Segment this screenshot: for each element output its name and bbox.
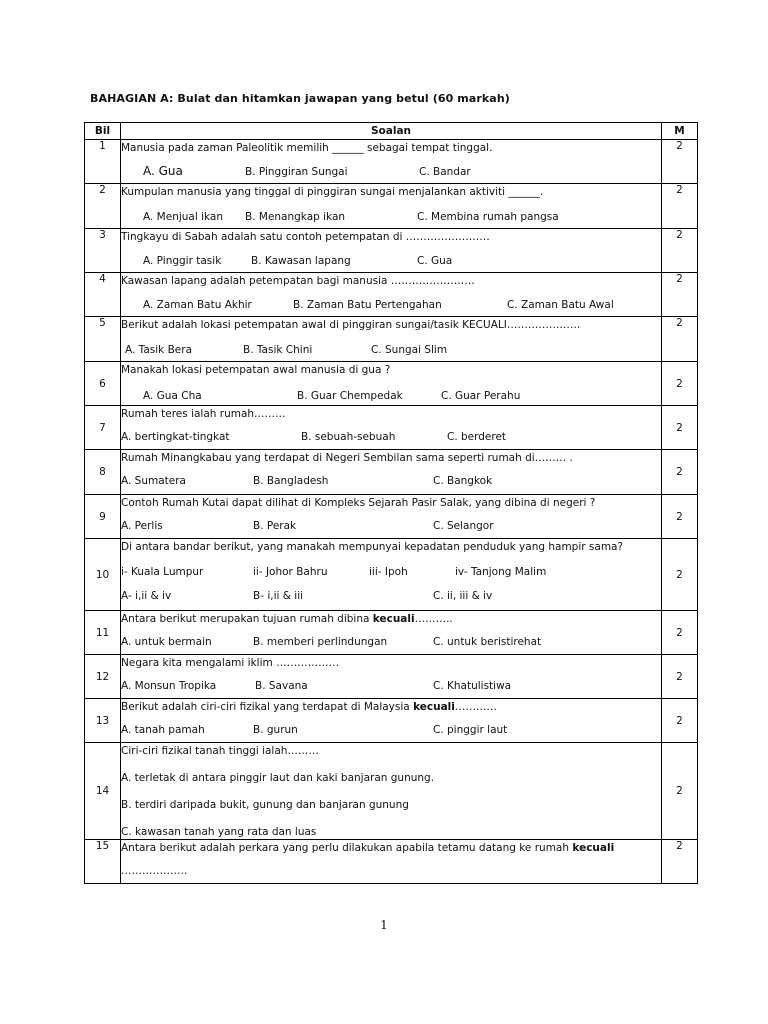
option-b[interactable]: B. Pinggiran Sungai [245, 166, 348, 178]
question-mark: 2 [662, 229, 698, 273]
option-c[interactable]: C. Zaman Batu Awal [507, 299, 614, 311]
question-cell [121, 699, 662, 743]
option-c[interactable]: C. Bangkok [433, 475, 493, 487]
answer-options [121, 634, 661, 650]
question-number: 13 [85, 699, 121, 743]
question-mark: 2 [662, 317, 698, 362]
question-cell [121, 229, 662, 273]
option-c[interactable]: C. Khatulistiwa [433, 680, 512, 692]
option-c[interactable]: C. ii, iii & iv [433, 590, 493, 602]
table-row [85, 140, 698, 184]
question-number: 2 [85, 184, 121, 229]
table-row [85, 406, 698, 450]
header-bil: Bil [85, 123, 121, 140]
answer-options [121, 253, 661, 269]
option-c[interactable]: C. kawasan tanah yang rata dan luas [121, 826, 317, 838]
question-text: Rumah Minangkabau yang terdapat di Negeri Sembilan sama seperti rumah di……… . [121, 452, 573, 464]
question-keyword: kecuali [372, 613, 415, 625]
question-mark: 2 [662, 184, 698, 229]
answer-options [121, 722, 661, 738]
option-b[interactable]: B. Bangladesh [253, 475, 329, 487]
question-keyword: kecuali [413, 701, 455, 713]
question-text: Ciri-ciri fizikal tanah tinggi ialah……… [121, 745, 319, 757]
question-cell [121, 539, 662, 611]
question-number: 11 [85, 611, 121, 655]
question-text-part: ……….. [414, 613, 453, 625]
header-soalan: Soalan [121, 123, 662, 140]
table-row [85, 699, 698, 743]
question-cell [121, 450, 662, 495]
question-mark: 2 [662, 140, 698, 184]
table-row [85, 229, 698, 273]
list-item: iv- Tanjong Malim [455, 566, 547, 578]
question-table [84, 122, 698, 884]
table-row [85, 655, 698, 699]
option-a[interactable]: A. terletak di antara pinggir laut dan kaki banjaran gunung. [121, 772, 435, 784]
question-text [121, 840, 661, 855]
option-a[interactable]: A. Zaman Batu Akhir [143, 299, 252, 311]
option-b[interactable]: B. terdiri daripada bukit, gunung dan banjaran gunung [121, 799, 409, 811]
option-c[interactable]: C. Guar Perahu [441, 390, 521, 402]
question-mark: 2 [662, 450, 698, 495]
option-b[interactable]: B. Savana [255, 680, 308, 692]
question-number: 3 [85, 229, 121, 273]
question-cell [121, 406, 662, 450]
option-c[interactable]: C. berderet [447, 431, 507, 443]
answer-options [121, 209, 661, 225]
option-b[interactable]: B. Perak [253, 520, 297, 532]
answer-options [121, 297, 661, 313]
question-text-part: Antara berikut adalah perkara yang perlu dilakukan apabila tetamu datang ke rumah [121, 842, 573, 854]
question-text: Manakah lokasi petempatan awal manusia di gua ? [121, 364, 391, 376]
question-number: 10 [85, 539, 121, 611]
option-c[interactable]: C. Membina rumah pangsa [417, 211, 559, 223]
question-cell [121, 743, 662, 840]
question-number: 7 [85, 406, 121, 450]
question-cell [121, 362, 662, 406]
option-b[interactable]: B. Kawasan lapang [251, 255, 351, 267]
answer-options [121, 429, 661, 445]
question-number: 12 [85, 655, 121, 699]
table-row [85, 362, 698, 406]
table-row [85, 611, 698, 655]
list-item: ii- Johor Bahru [253, 566, 328, 578]
list-item: iii- Ipoh [369, 566, 408, 578]
table-row [85, 317, 698, 362]
answer-options [121, 588, 661, 604]
option-c[interactable]: C. untuk beristirehat [433, 636, 542, 648]
option-c[interactable]: C. pinggir laut [433, 724, 508, 736]
question-number: 15 [85, 840, 121, 884]
table-row [85, 539, 698, 611]
question-text-part: Antara berikut merupakan tujuan rumah dibina [121, 613, 373, 625]
table-row [85, 450, 698, 495]
list-item: i- Kuala Lumpur [121, 566, 204, 578]
question-mark: 2 [662, 362, 698, 406]
option-b[interactable]: B. Guar Chempedak [297, 390, 403, 402]
question-cell [121, 317, 662, 362]
question-mark: 2 [662, 743, 698, 840]
question-keyword: kecuali [572, 842, 615, 854]
option-a[interactable]: A. Menjual ikan [143, 211, 224, 223]
page-number: 1 [380, 918, 388, 932]
option-b[interactable]: B. sebuah-sebuah [301, 431, 396, 443]
question-number: 14 [85, 743, 121, 840]
question-cell [121, 184, 662, 229]
question-cell [121, 495, 662, 539]
question-mark: 2 [662, 539, 698, 611]
question-text: Tingkayu di Sabah adalah satu contoh petempatan di …………………… [121, 231, 490, 243]
town-list [121, 564, 661, 580]
question-number: 1 [85, 140, 121, 184]
table-row [85, 273, 698, 317]
option-a[interactable]: A. Sumatera [121, 475, 186, 487]
answer-blank: ………………. [121, 865, 188, 877]
question-text [121, 699, 661, 714]
question-number: 8 [85, 450, 121, 495]
option-a[interactable]: A. untuk bermain [121, 636, 212, 648]
question-text: Berikut adalah lokasi petempatan awal di pinggiran sungai/tasik KECUALI………………… [121, 319, 581, 331]
option-c[interactable]: C. Selangor [433, 520, 494, 532]
option-a[interactable]: A. Perlis [121, 520, 163, 532]
option-a[interactable]: A. bertingkat-tingkat [121, 431, 230, 443]
option-a[interactable]: A. tanah pamah [121, 724, 205, 736]
option-b[interactable]: B- i,ii & iii [253, 590, 304, 602]
table-row [85, 495, 698, 539]
question-text: Di antara bandar berikut, yang manakah mempunyai kepadatan penduduk yang hampir sama? [121, 541, 624, 553]
answer-options [121, 473, 661, 489]
question-cell [121, 655, 662, 699]
question-text: Contoh Rumah Kutai dapat dilihat di Kompleks Sejarah Pasir Salak, yang dibina di negeri ? [121, 497, 596, 509]
question-text: Rumah teres ialah rumah……… [121, 408, 286, 420]
option-b[interactable]: B. gurun [253, 724, 298, 736]
option-c[interactable]: C. Bandar [419, 166, 471, 178]
question-cell [121, 611, 662, 655]
question-mark: 2 [662, 273, 698, 317]
question-cell [121, 273, 662, 317]
answer-options [121, 518, 661, 534]
question-mark: 2 [662, 611, 698, 655]
question-text: Manusia pada zaman Paleolitik memilih ______ sebagai tempat tinggal. [121, 142, 493, 154]
question-cell [121, 840, 662, 884]
option-b[interactable]: B. Menangkap ikan [245, 211, 346, 223]
option-a[interactable]: A. Gua [143, 164, 183, 178]
question-text: Kawasan lapang adalah petempatan bagi manusia …………………… [121, 275, 475, 287]
question-mark: 2 [662, 840, 698, 884]
answer-options [121, 164, 661, 180]
question-mark: 2 [662, 406, 698, 450]
question-number: 4 [85, 273, 121, 317]
question-text-part: Berikut adalah ciri-ciri fizikal yang terdapat di Malaysia [121, 701, 414, 713]
table-row [85, 184, 698, 229]
question-text [121, 611, 661, 626]
question-number: 6 [85, 362, 121, 406]
option-c[interactable]: C. Sungai Slim [371, 344, 448, 356]
question-text-part: ………… [454, 701, 497, 713]
option-b[interactable]: B. Zaman Batu Pertengahan [293, 299, 442, 311]
section-title: BAHAGIAN A: Bulat dan hitamkan jawapan yang betul (60 markah) [90, 92, 510, 105]
option-a[interactable]: A. Tasik Bera [125, 344, 193, 356]
table-row [85, 743, 698, 840]
question-text: Negara kita mengalami iklim ……………… [121, 657, 340, 669]
option-a[interactable]: A- i,ii & iv [121, 590, 172, 602]
question-mark: 2 [662, 495, 698, 539]
header-m: M [662, 123, 698, 140]
option-a[interactable]: A. Monsun Tropika [121, 680, 217, 692]
answer-options [121, 388, 661, 404]
table-row [85, 840, 698, 884]
answer-options [121, 678, 661, 694]
option-a[interactable]: A. Gua Cha [143, 390, 202, 402]
question-mark: 2 [662, 655, 698, 699]
table-header-row [85, 123, 698, 140]
option-b[interactable]: B. memberi perlindungan [253, 636, 388, 648]
question-mark: 2 [662, 699, 698, 743]
question-number: 5 [85, 317, 121, 362]
option-a[interactable]: A. Pinggir tasik [143, 255, 222, 267]
option-b[interactable]: B. Tasik Chini [243, 344, 313, 356]
option-c[interactable]: C. Gua [417, 255, 453, 267]
question-cell [121, 140, 662, 184]
answer-options [121, 342, 661, 358]
question-number: 9 [85, 495, 121, 539]
question-text: Kumpulan manusia yang tinggal di pinggiran sungai menjalankan aktiviti ______. [121, 186, 544, 198]
